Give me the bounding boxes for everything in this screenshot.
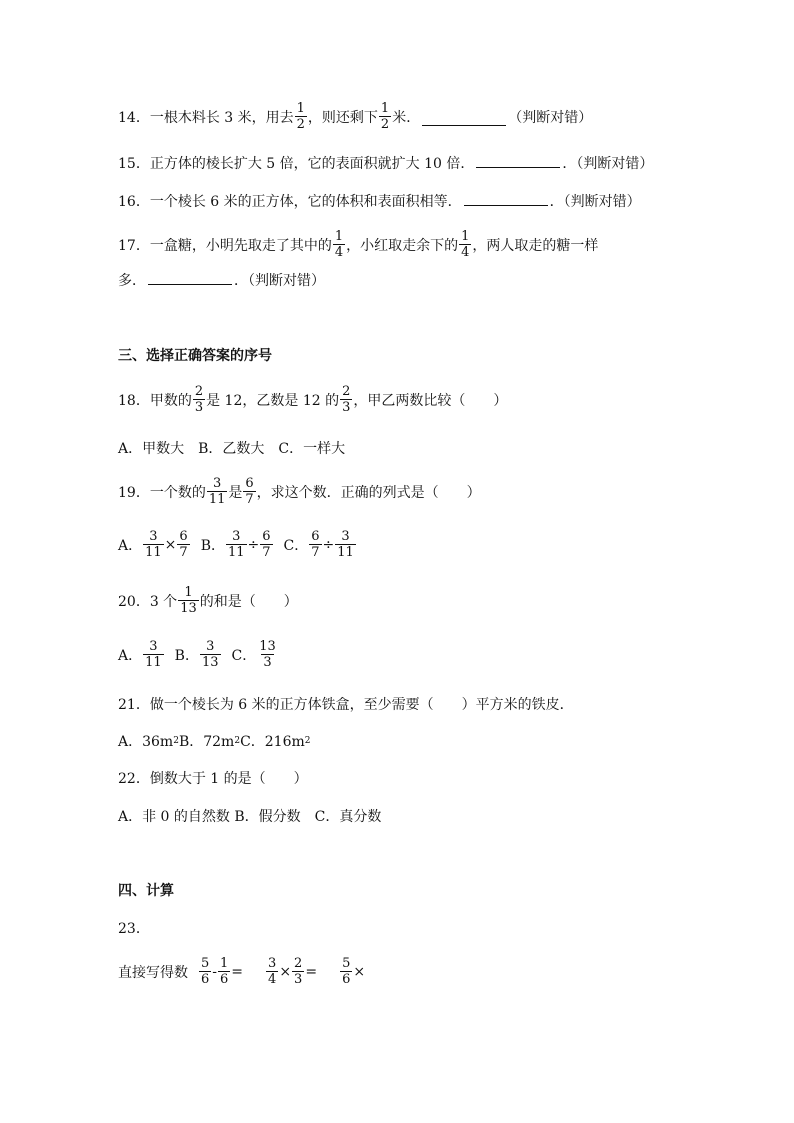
- question-number: 15．: [118, 156, 150, 172]
- option-b-label: B．: [174, 647, 199, 664]
- question-20: [118, 586, 298, 615]
- equals: =: [305, 963, 318, 980]
- option-a-label: A．: [118, 647, 143, 664]
- question-number: 18．: [118, 392, 150, 409]
- answer-blank[interactable]: [148, 283, 232, 285]
- question-17: [118, 230, 598, 259]
- fraction: $\frac{6}{7}$: [245, 476, 254, 507]
- question-number: 20．: [118, 593, 150, 610]
- fraction: $\frac{1}{2}$: [380, 101, 390, 132]
- fraction: $\frac{5}{6}$: [201, 956, 210, 987]
- section-heading: 三、选择正确答案的序号: [118, 348, 272, 364]
- question-text: 正方体的棱长扩大 5 倍，它的表面积就扩大 10 倍．: [149, 156, 475, 172]
- fraction: $\frac{3}{11}$: [208, 476, 226, 507]
- question-21-options: A．36m 2 B．72m 2 C．216m 2: [118, 731, 311, 751]
- question-22: [118, 768, 308, 788]
- option-c-label: C．: [231, 647, 257, 664]
- question-23: 23．: [118, 921, 150, 937]
- option-a-label: A．: [118, 537, 143, 554]
- judge-hint: ．（判断对错）: [234, 273, 325, 289]
- fraction: $\frac{3}{11}$: [337, 529, 354, 560]
- question-19-options: [118, 530, 357, 559]
- question-18-options: A．甲数大 B．乙数大 C．一样大: [118, 441, 346, 457]
- question-text: 是 12，乙数是 12 的: [206, 392, 340, 409]
- question-number: 16．: [118, 194, 150, 210]
- question-20-options: [118, 640, 279, 669]
- question-text: 一个数的: [149, 484, 206, 501]
- option-c-label: C．: [283, 537, 309, 554]
- judge-hint: （判断对错）: [508, 109, 593, 126]
- question-text: ，小红取走余下的: [346, 237, 459, 254]
- fraction: $\frac{3}{13}$: [201, 639, 219, 670]
- fraction: $\frac{1}{4}$: [334, 229, 344, 260]
- fraction: $\frac{5}{6}$: [342, 956, 351, 987]
- option-b: B．72m: [178, 734, 235, 750]
- question-number: 19．: [118, 484, 150, 501]
- option-a: A．36m: [118, 734, 174, 750]
- question-text: 是: [228, 484, 243, 501]
- question-text: 一盒糖，小明先取走了其中的: [149, 237, 332, 254]
- question-text: ，则还剩下: [307, 109, 378, 126]
- question-18: [118, 385, 507, 414]
- fraction: $\frac{13}{3}$: [259, 639, 276, 670]
- question-21: [118, 694, 574, 714]
- fraction: $\frac{3}{11}$: [227, 529, 245, 560]
- question-text: ）: [293, 771, 308, 787]
- operator: ÷: [247, 536, 260, 553]
- question-text: ，求这个数．正确的列式是（: [256, 484, 439, 501]
- operator: ×: [164, 536, 177, 553]
- equals: =: [231, 963, 244, 980]
- operator: -: [212, 963, 218, 980]
- operator: ÷: [322, 536, 335, 553]
- fraction: $\frac{1}{2}$: [296, 101, 305, 132]
- question-17-continued: [118, 270, 325, 290]
- question-text: ）: [493, 392, 508, 409]
- answer-blank[interactable]: [422, 124, 506, 126]
- question-text: 3 个: [149, 593, 178, 610]
- question-19: [118, 477, 481, 506]
- question-text: ）: [283, 593, 298, 610]
- question-number: 21．: [118, 697, 150, 713]
- question-16: [118, 191, 641, 211]
- fraction: $\frac{3}{11}$: [145, 529, 162, 560]
- question-text: 一根木料长 3 米，用去: [149, 109, 294, 126]
- question-number: 17．: [118, 237, 150, 254]
- question-text: ）: [466, 484, 481, 501]
- question-text: 倒数大于 1 的是（: [149, 771, 266, 787]
- question-14: [118, 102, 592, 131]
- label: 直接写得数: [118, 964, 188, 981]
- question-text: 米．: [392, 109, 421, 126]
- question-text: ）平方米的铁皮．: [461, 697, 574, 713]
- fraction: $\frac{2}{3}$: [342, 384, 351, 415]
- option-c: C．216m: [240, 734, 305, 750]
- question-text: 多．: [118, 273, 146, 289]
- fraction: $\frac{6}{7}$: [262, 529, 271, 560]
- answer-blank[interactable]: [464, 204, 548, 206]
- question-23-expressions: [118, 957, 365, 986]
- question-text: ，甲乙两数比较（: [353, 392, 466, 409]
- option-b-label: B．: [200, 537, 225, 554]
- question-text: ，两人取走的糖一样: [472, 237, 599, 254]
- judge-hint: ．（判断对错）: [549, 194, 641, 210]
- question-text: 做一个棱长为 6 米的正方体铁盒，至少需要（: [149, 697, 434, 713]
- section-heading: 四、计算: [118, 883, 174, 899]
- question-number: 14．: [118, 109, 150, 126]
- fraction: $\frac{3}{11}$: [145, 639, 162, 670]
- fraction: $\frac{1}{6}$: [220, 956, 229, 987]
- fraction: $\frac{2}{3}$: [194, 384, 204, 415]
- fraction: $\frac{6}{7}$: [179, 529, 188, 560]
- question-22-options: A．非 0 的自然数 B．假分数 C．真分数: [118, 809, 382, 825]
- question-text: 的和是（: [199, 593, 256, 610]
- question-text: 一个棱长 6 米的正方体，它的体积和表面积相等．: [149, 194, 462, 210]
- judge-hint: ．（判断对错）: [562, 156, 654, 172]
- operator: ×: [353, 963, 366, 980]
- question-text: 甲数的: [149, 392, 192, 409]
- operator: ×: [279, 963, 292, 980]
- fraction: $\frac{1}{4}$: [461, 229, 470, 260]
- question-number: 22．: [118, 771, 150, 787]
- answer-blank[interactable]: [476, 166, 560, 168]
- fraction: $\frac{2}{3}$: [294, 956, 303, 987]
- fraction: $\frac{6}{7}$: [311, 529, 320, 560]
- question-15: [118, 153, 653, 173]
- fraction: $\frac{1}{13}$: [180, 585, 197, 616]
- fraction: $\frac{3}{4}$: [268, 956, 277, 987]
